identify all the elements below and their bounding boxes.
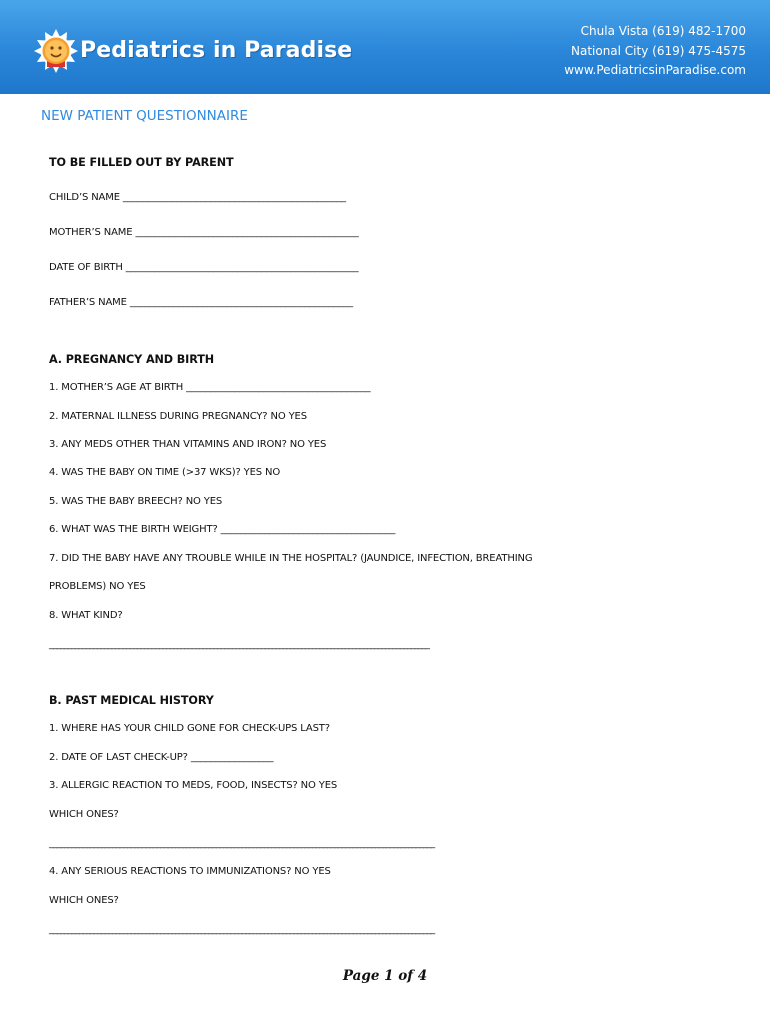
question-a3[interactable]: 3. ANY MEDS OTHER THAN VITAMINS AND IRON? NO YES xyxy=(49,439,327,450)
website-link[interactable]: www.PediatricsinParadise.com xyxy=(564,63,746,77)
parent-heading: TO BE FILLED OUT BY PARENT xyxy=(49,156,234,169)
question-b3[interactable]: 3. ALLERGIC REACTION TO MEDS, FOOD, INSECTS? NO YES xyxy=(49,780,338,791)
question-b1[interactable]: 1. WHERE HAS YOUR CHILD GONE FOR CHECK-UPS LAST? xyxy=(49,723,330,734)
phone-national-city: National City (619) 475-4575 xyxy=(570,43,746,58)
question-a2[interactable]: 2. MATERNAL ILLNESS DURING PREGNANCY? NO YES xyxy=(49,411,307,422)
question-b3-answer-line[interactable]: ________________________________________________________________________________________________________ xyxy=(49,838,434,849)
contact-info xyxy=(564,22,746,81)
mothers-name-field[interactable]: MOTHER’S NAME ______________________________________________ xyxy=(49,227,359,238)
question-a7-continued[interactable]: PROBLEMS) NO YES xyxy=(49,581,146,592)
logo[interactable] xyxy=(34,28,352,76)
question-a4[interactable]: 4. WAS THE BABY ON TIME (>37 WKS)? YES NO xyxy=(49,467,281,478)
date-of-birth-field[interactable]: DATE OF BIRTH ________________________________________________ xyxy=(49,262,359,273)
page-number: Page 1 of 4 xyxy=(342,968,428,984)
question-a7[interactable]: 7. DID THE BABY HAVE ANY TROUBLE WHILE IN THE HOSPITAL? (JAUNDICE, INFECTION, BREATHING xyxy=(49,553,533,564)
header-bar xyxy=(0,0,770,94)
section-a-heading: A. PREGNANCY AND BIRTH xyxy=(49,353,215,366)
question-b4-which: WHICH ONES? xyxy=(49,895,119,906)
question-a6[interactable]: 6. WHAT WAS THE BIRTH WEIGHT? ____________________________________ xyxy=(49,524,396,535)
question-b4-answer-line[interactable]: ________________________________________________________________________________________________________ xyxy=(49,924,434,935)
question-a8-answer-line[interactable]: ________________________________________________________________________________________________________ xyxy=(49,639,429,650)
question-a1[interactable]: 1. MOTHER’S AGE AT BIRTH ______________________________________ xyxy=(49,382,371,393)
childs-name-field[interactable]: CHILD’S NAME ______________________________________________ xyxy=(49,192,347,203)
question-a8: 8. WHAT KIND? xyxy=(49,610,123,621)
question-a5[interactable]: 5. WAS THE BABY BREECH? NO YES xyxy=(49,496,223,507)
question-b2[interactable]: 2. DATE OF LAST CHECK-UP? _________________ xyxy=(49,752,274,763)
sun-logo-icon xyxy=(34,28,78,76)
phone-chula-vista: Chula Vista (619) 482-1700 xyxy=(580,24,746,38)
question-b4[interactable]: 4. ANY SERIOUS REACTIONS TO IMMUNIZATIONS? NO YES xyxy=(49,866,331,877)
brand-name: Pediatrics in Paradise xyxy=(80,37,353,63)
question-b3-which: WHICH ONES? xyxy=(49,809,119,820)
section-b-heading: B. PAST MEDICAL HISTORY xyxy=(49,694,214,707)
fathers-name-field[interactable]: FATHER’S NAME ______________________________________________ xyxy=(49,297,353,308)
page-title: NEW PATIENT QUESTIONNAIRE xyxy=(41,108,248,124)
